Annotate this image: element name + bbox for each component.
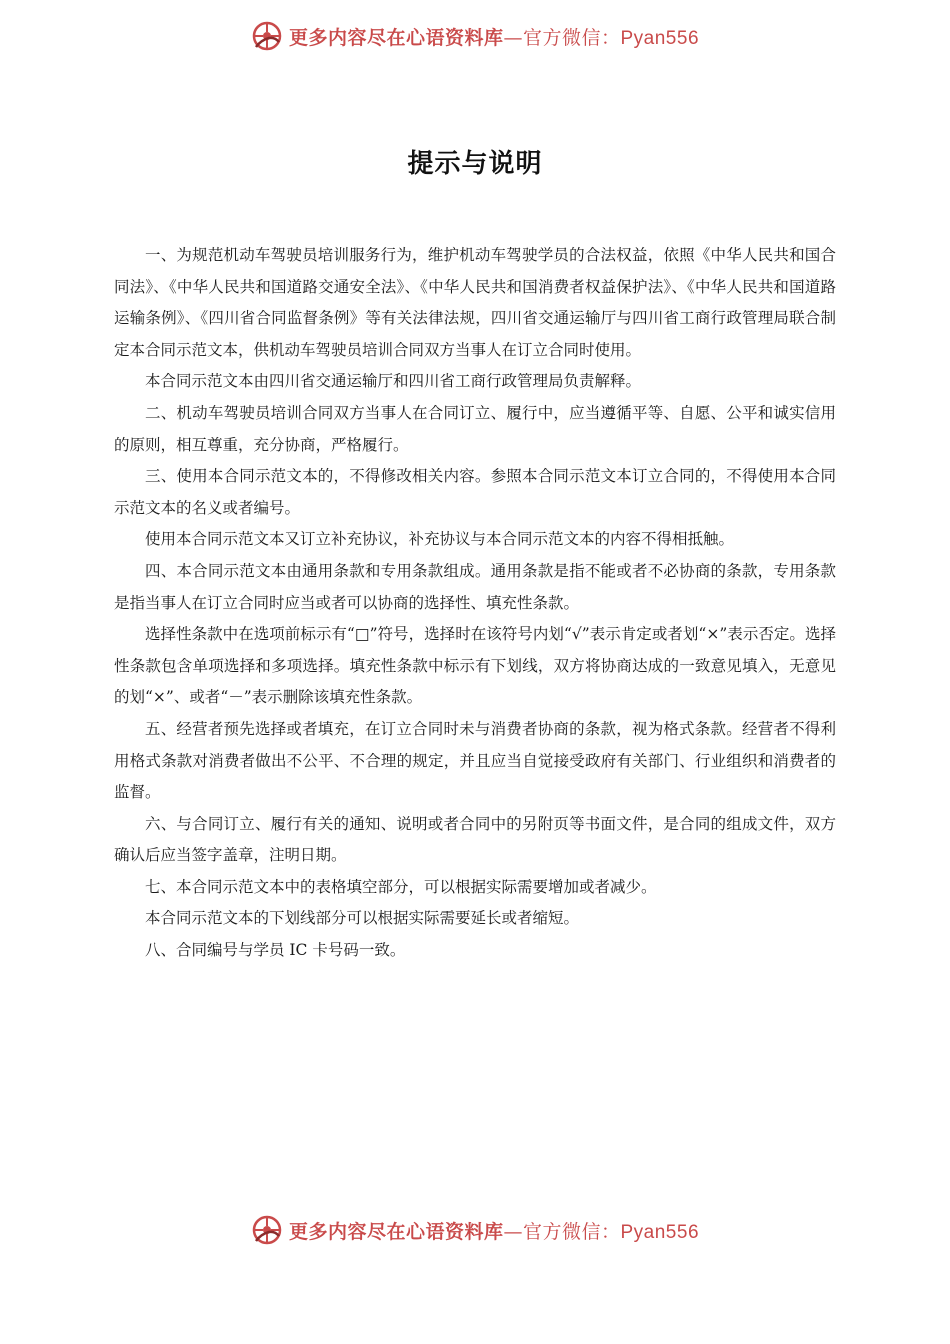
paragraph: 一、为规范机动车驾驶员培训服务行为，维护机动车驾驶学员的合法权益，依照《中华人民共和国合同法》、《中华人民共和国道路交通安全法》、《中华人民共和国消费者权益保护法》、《中华人民共和国道路运输条例》、《四川省合同监督条例》等有关法律法规，四川省交通运输厅与四川省工商行政管理局联合制定本合同示范文本，供机动车驾驶员培训合同双方当事人在订立合同时使用。 — [114, 246, 836, 359]
wheel-logo-icon — [251, 1214, 283, 1246]
header-banner — [0, 16, 950, 56]
page-title: 提示与说明 — [407, 149, 543, 179]
banner-wechat-id: Pyan556 — [620, 1221, 700, 1243]
paragraph: 选择性条款中在选项前标示有“□”符号，选择时在该符号内划“√”表示肯定或者划“×”表示否定。选择性条款包含单项选择和多项选择。填充性条款中标示有下划线，双方将协商达成的一致意见填入，无意见的划“×”、或者“－”表示删除该填充性条款。 — [114, 625, 836, 707]
banner-contact-label: 官方微信： — [522, 1220, 621, 1243]
paragraph: 二、机动车驾驶员培训合同双方当事人在合同订立、履行中，应当遵循平等、自愿、公平和诚实信用的原则，相互尊重，充分协商，严格履行。 — [114, 403, 836, 454]
paragraph: 使用本合同示范文本又订立补充协议，补充协议与本合同示范文本的内容不得相抵触。 — [145, 530, 735, 549]
footer-banner — [0, 1210, 950, 1250]
paragraph: 八、合同编号与学员 IC 卡号码一致。 — [145, 941, 406, 960]
banner-separator: — — [503, 1220, 523, 1243]
paragraph: 三、使用本合同示范文本的，不得修改相关内容。参照本合同示范文本订立合同的，不得使用本合同示范文本的名义或者编号。 — [114, 467, 836, 517]
banner-text — [289, 1217, 699, 1244]
paragraph: 本合同示范文本的下划线部分可以根据实际需要延长或者缩短。 — [145, 909, 580, 928]
paragraph: 四、本合同示范文本由通用条款和专用条款组成。通用条款是指不能或者不必协商的条款，专用条款是指当事人在订立合同时应当或者可以协商的选择性、填充性条款。 — [114, 561, 836, 612]
banner-wechat-id: Pyan556 — [620, 27, 700, 49]
paragraph: 七、本合同示范文本中的表格填空部分，可以根据实际需要增加或者减少。 — [145, 877, 657, 896]
banner-separator: — — [503, 26, 523, 49]
banner-brand: 更多内容尽在心语资料库 — [288, 1220, 504, 1243]
paragraph: 本合同示范文本由四川省交通运输厅和四川省工商行政管理局负责解释。 — [145, 372, 642, 391]
document-body — [114, 240, 836, 967]
paragraph: 六、与合同订立、履行有关的通知、说明或者合同中的另附页等书面文件，是合同的组成文件，双方确认后应当签字盖章，注明日期。 — [114, 814, 836, 865]
wheel-logo-icon — [251, 20, 283, 52]
banner-brand: 更多内容尽在心语资料库 — [288, 26, 504, 49]
banner-contact-label: 官方微信： — [522, 26, 621, 49]
paragraph: 五、经营者预先选择或者填充，在订立合同时未与消费者协商的条款，视为格式条款。经营者不得利用格式条款对消费者做出不公平、不合理的规定，并且应当自觉接受政府有关部门、行业组织和消费者的监督。 — [114, 719, 836, 802]
banner-text — [289, 23, 699, 50]
